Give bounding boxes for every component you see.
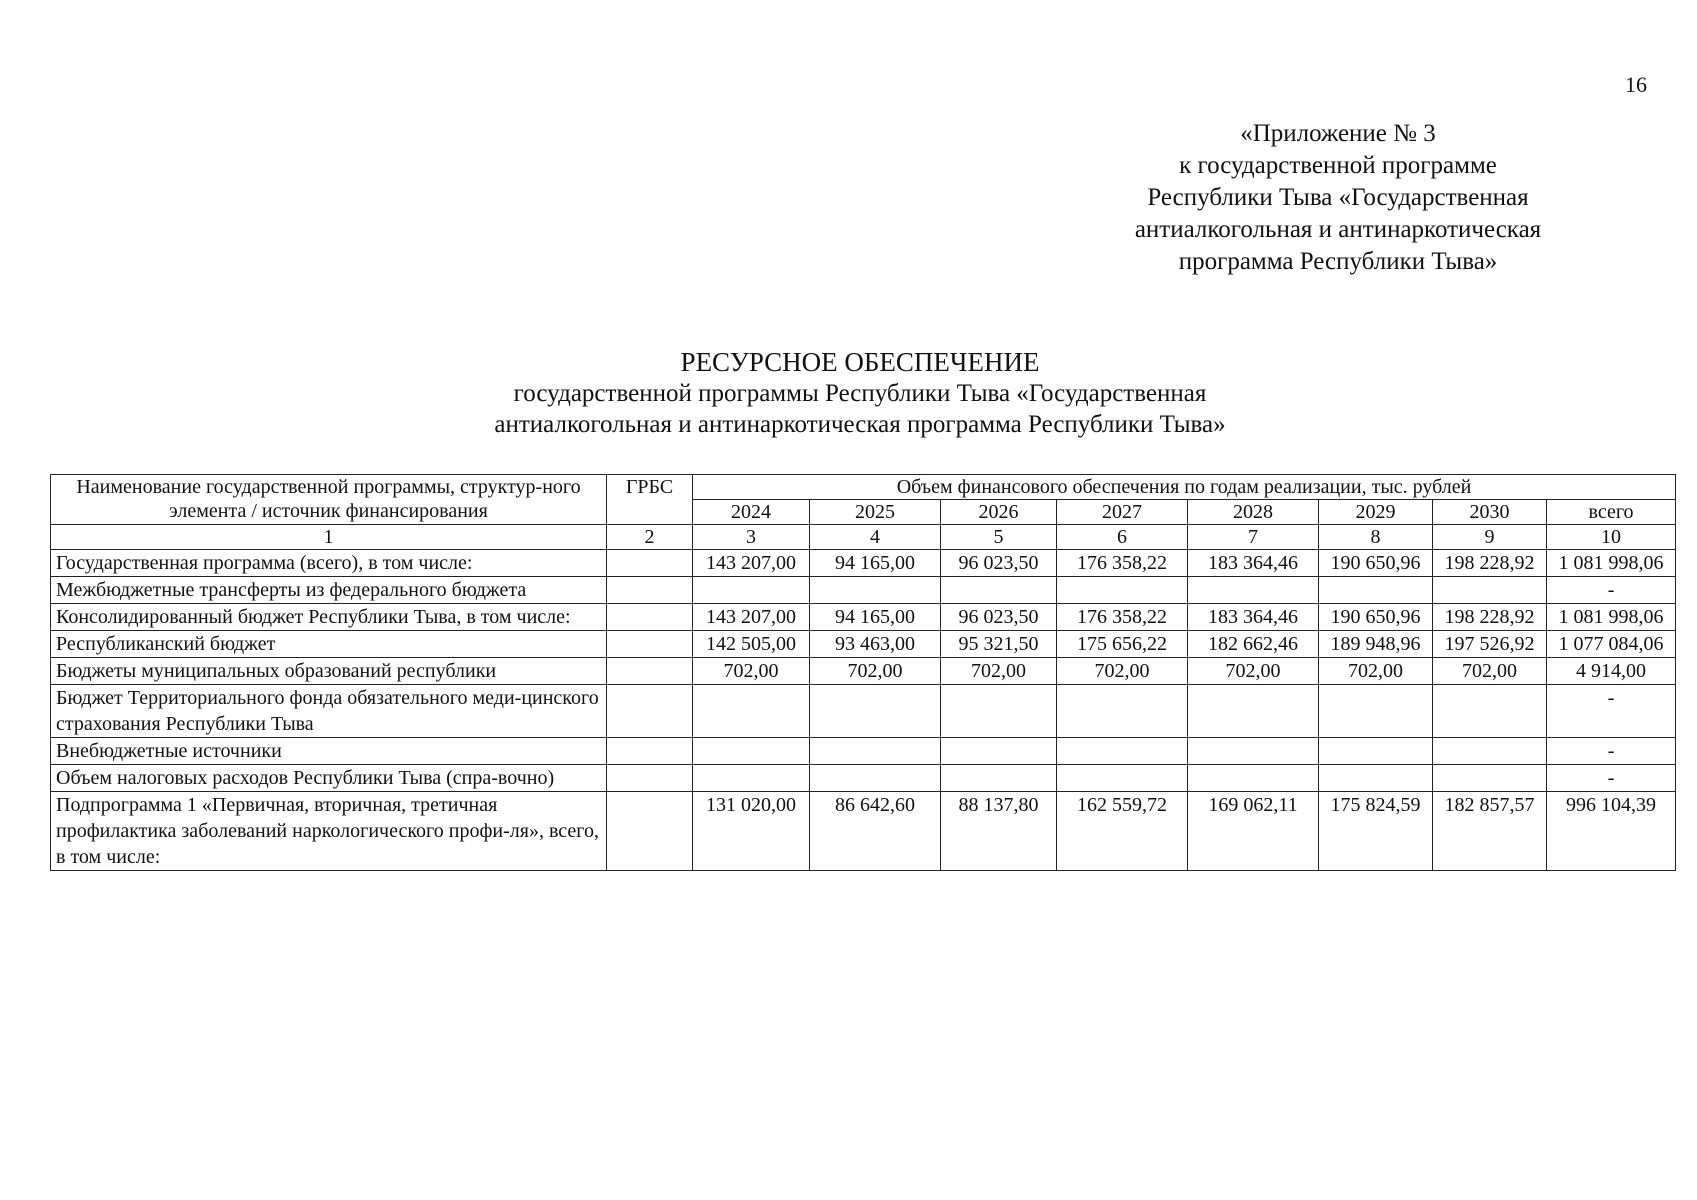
row-name: Внебюджетные источники xyxy=(51,738,607,765)
row-value: 702,00 xyxy=(810,658,941,685)
row-value: 175 656,22 xyxy=(1057,631,1188,658)
row-value: 183 364,46 xyxy=(1188,550,1319,577)
row-value: 189 948,96 xyxy=(1319,631,1433,658)
table-row xyxy=(51,765,1676,792)
header-grbs: ГРБС xyxy=(607,475,693,525)
appendix-line: Республики Тыва «Государственная xyxy=(1147,184,1529,211)
row-value xyxy=(941,738,1057,765)
table-row xyxy=(51,577,1676,604)
row-value xyxy=(1433,765,1547,792)
row-value: 162 559,72 xyxy=(1057,792,1188,871)
header-year: 2026 xyxy=(941,500,1057,525)
row-value: 93 463,00 xyxy=(810,631,941,658)
row-value: 702,00 xyxy=(941,658,1057,685)
row-total: - xyxy=(1547,685,1676,738)
table-row xyxy=(51,550,1676,577)
table-row xyxy=(51,685,1676,738)
row-value xyxy=(941,577,1057,604)
row-value xyxy=(1319,738,1433,765)
header-volume: Объем финансового обеспечения по годам реализации, тыс. рублей xyxy=(693,475,1676,500)
column-number: 6 xyxy=(1057,525,1188,550)
row-value: 702,00 xyxy=(1057,658,1188,685)
title-subtitle-line: государственной программы Республики Тыва «Государственная xyxy=(513,380,1207,407)
row-total: 1 077 084,06 xyxy=(1547,631,1676,658)
header-name: Наименование государственной программы, структур-ного элемента / источник финансирования xyxy=(51,475,607,525)
row-name: Консолидированный бюджет Республики Тыва, в том числе: xyxy=(51,604,607,631)
row-value xyxy=(1057,577,1188,604)
row-value: 176 358,22 xyxy=(1057,604,1188,631)
appendix-line: антиалкогольная и антинаркотическая xyxy=(1134,216,1542,243)
column-number: 7 xyxy=(1188,525,1319,550)
column-number: 3 xyxy=(693,525,810,550)
row-value xyxy=(1433,738,1547,765)
row-value: 702,00 xyxy=(1188,658,1319,685)
row-grbs xyxy=(607,685,693,738)
row-value: 94 165,00 xyxy=(810,550,941,577)
resource-table xyxy=(50,474,1676,871)
appendix-line: программа Республики Тыва» xyxy=(1178,248,1498,275)
row-value: 131 020,00 xyxy=(693,792,810,871)
row-value: 143 207,00 xyxy=(693,550,810,577)
row-value: 143 207,00 xyxy=(693,604,810,631)
row-value: 702,00 xyxy=(693,658,810,685)
row-name: Подпрограмма 1 «Первичная, вторичная, третичная профилактика заболеваний наркологического профи-ля», всего, в том числе: xyxy=(51,792,607,871)
header-year: 2024 xyxy=(693,500,810,525)
row-total: 996 104,39 xyxy=(1547,792,1676,871)
row-value: 96 023,50 xyxy=(941,550,1057,577)
row-value: 190 650,96 xyxy=(1319,604,1433,631)
row-grbs xyxy=(607,604,693,631)
header-year: 2028 xyxy=(1188,500,1319,525)
page-number: 16 xyxy=(1625,72,1647,97)
row-value xyxy=(941,765,1057,792)
table-row xyxy=(51,738,1676,765)
row-value xyxy=(810,577,941,604)
row-value: 88 137,80 xyxy=(941,792,1057,871)
column-number: 5 xyxy=(941,525,1057,550)
row-name: Межбюджетные трансферты из федерального бюджета xyxy=(51,577,607,604)
row-value: 198 228,92 xyxy=(1433,604,1547,631)
row-grbs xyxy=(607,550,693,577)
column-number: 2 xyxy=(607,525,693,550)
row-value: 183 364,46 xyxy=(1188,604,1319,631)
document-title xyxy=(300,346,1420,440)
header-year: 2030 xyxy=(1433,500,1547,525)
row-total: - xyxy=(1547,765,1676,792)
table-row xyxy=(51,792,1676,871)
row-name: Республиканский бюджет xyxy=(51,631,607,658)
row-value xyxy=(693,738,810,765)
column-number: 1 xyxy=(51,525,607,550)
row-value: 182 662,46 xyxy=(1188,631,1319,658)
row-value xyxy=(810,765,941,792)
row-value xyxy=(1057,765,1188,792)
row-value: 96 023,50 xyxy=(941,604,1057,631)
row-value xyxy=(1319,765,1433,792)
header-year: 2029 xyxy=(1319,500,1433,525)
row-value: 95 321,50 xyxy=(941,631,1057,658)
header-total: всего xyxy=(1547,500,1676,525)
column-number: 9 xyxy=(1433,525,1547,550)
row-value: 198 228,92 xyxy=(1433,550,1547,577)
row-value xyxy=(1188,577,1319,604)
row-value: 702,00 xyxy=(1433,658,1547,685)
title-main: РЕСУРСНОЕ ОБЕСПЕЧЕНИЕ xyxy=(680,347,1040,377)
row-value xyxy=(1319,577,1433,604)
row-value: 142 505,00 xyxy=(693,631,810,658)
table-row xyxy=(51,631,1676,658)
title-subtitle-line: антиалкогольная и антинаркотическая программа Республики Тыва» xyxy=(494,411,1226,438)
row-total: 1 081 998,06 xyxy=(1547,550,1676,577)
row-total: 4 914,00 xyxy=(1547,658,1676,685)
column-number: 10 xyxy=(1547,525,1676,550)
row-value: 182 857,57 xyxy=(1433,792,1547,871)
row-value xyxy=(1319,685,1433,738)
row-total: - xyxy=(1547,577,1676,604)
row-value xyxy=(810,685,941,738)
row-value xyxy=(1188,685,1319,738)
table-row xyxy=(51,604,1676,631)
row-value: 702,00 xyxy=(1319,658,1433,685)
row-value: 86 642,60 xyxy=(810,792,941,871)
row-value: 94 165,00 xyxy=(810,604,941,631)
row-value xyxy=(1057,685,1188,738)
table-row xyxy=(51,658,1676,685)
row-total: - xyxy=(1547,738,1676,765)
row-grbs xyxy=(607,738,693,765)
row-value xyxy=(693,685,810,738)
row-grbs xyxy=(607,765,693,792)
row-grbs xyxy=(607,792,693,871)
row-value xyxy=(1188,765,1319,792)
header-year: 2027 xyxy=(1057,500,1188,525)
row-value xyxy=(941,685,1057,738)
row-value xyxy=(810,738,941,765)
table-body xyxy=(51,550,1676,871)
row-name: Объем налоговых расходов Республики Тыва (спра-вочно) xyxy=(51,765,607,792)
row-value xyxy=(1188,738,1319,765)
row-value: 190 650,96 xyxy=(1319,550,1433,577)
row-value: 197 526,92 xyxy=(1433,631,1547,658)
header-year: 2025 xyxy=(810,500,941,525)
appendix-line: «Приложение № 3 xyxy=(1240,120,1436,147)
row-value xyxy=(693,765,810,792)
row-name: Бюджет Территориального фонда обязательного меди-цинского страхования Республики Тыва xyxy=(51,685,607,738)
row-value xyxy=(1433,685,1547,738)
row-total: 1 081 998,06 xyxy=(1547,604,1676,631)
row-grbs xyxy=(607,631,693,658)
appendix-line: к государственной программе xyxy=(1179,152,1497,179)
row-value: 175 824,59 xyxy=(1319,792,1433,871)
row-value: 176 358,22 xyxy=(1057,550,1188,577)
row-name: Государственная программа (всего), в том числе: xyxy=(51,550,607,577)
row-value: 169 062,11 xyxy=(1188,792,1319,871)
appendix-reference xyxy=(1128,118,1548,278)
row-value xyxy=(693,577,810,604)
row-name: Бюджеты муниципальных образований республики xyxy=(51,658,607,685)
column-number: 4 xyxy=(810,525,941,550)
row-grbs xyxy=(607,577,693,604)
row-grbs xyxy=(607,658,693,685)
row-value xyxy=(1433,577,1547,604)
row-value xyxy=(1057,738,1188,765)
column-number: 8 xyxy=(1319,525,1433,550)
